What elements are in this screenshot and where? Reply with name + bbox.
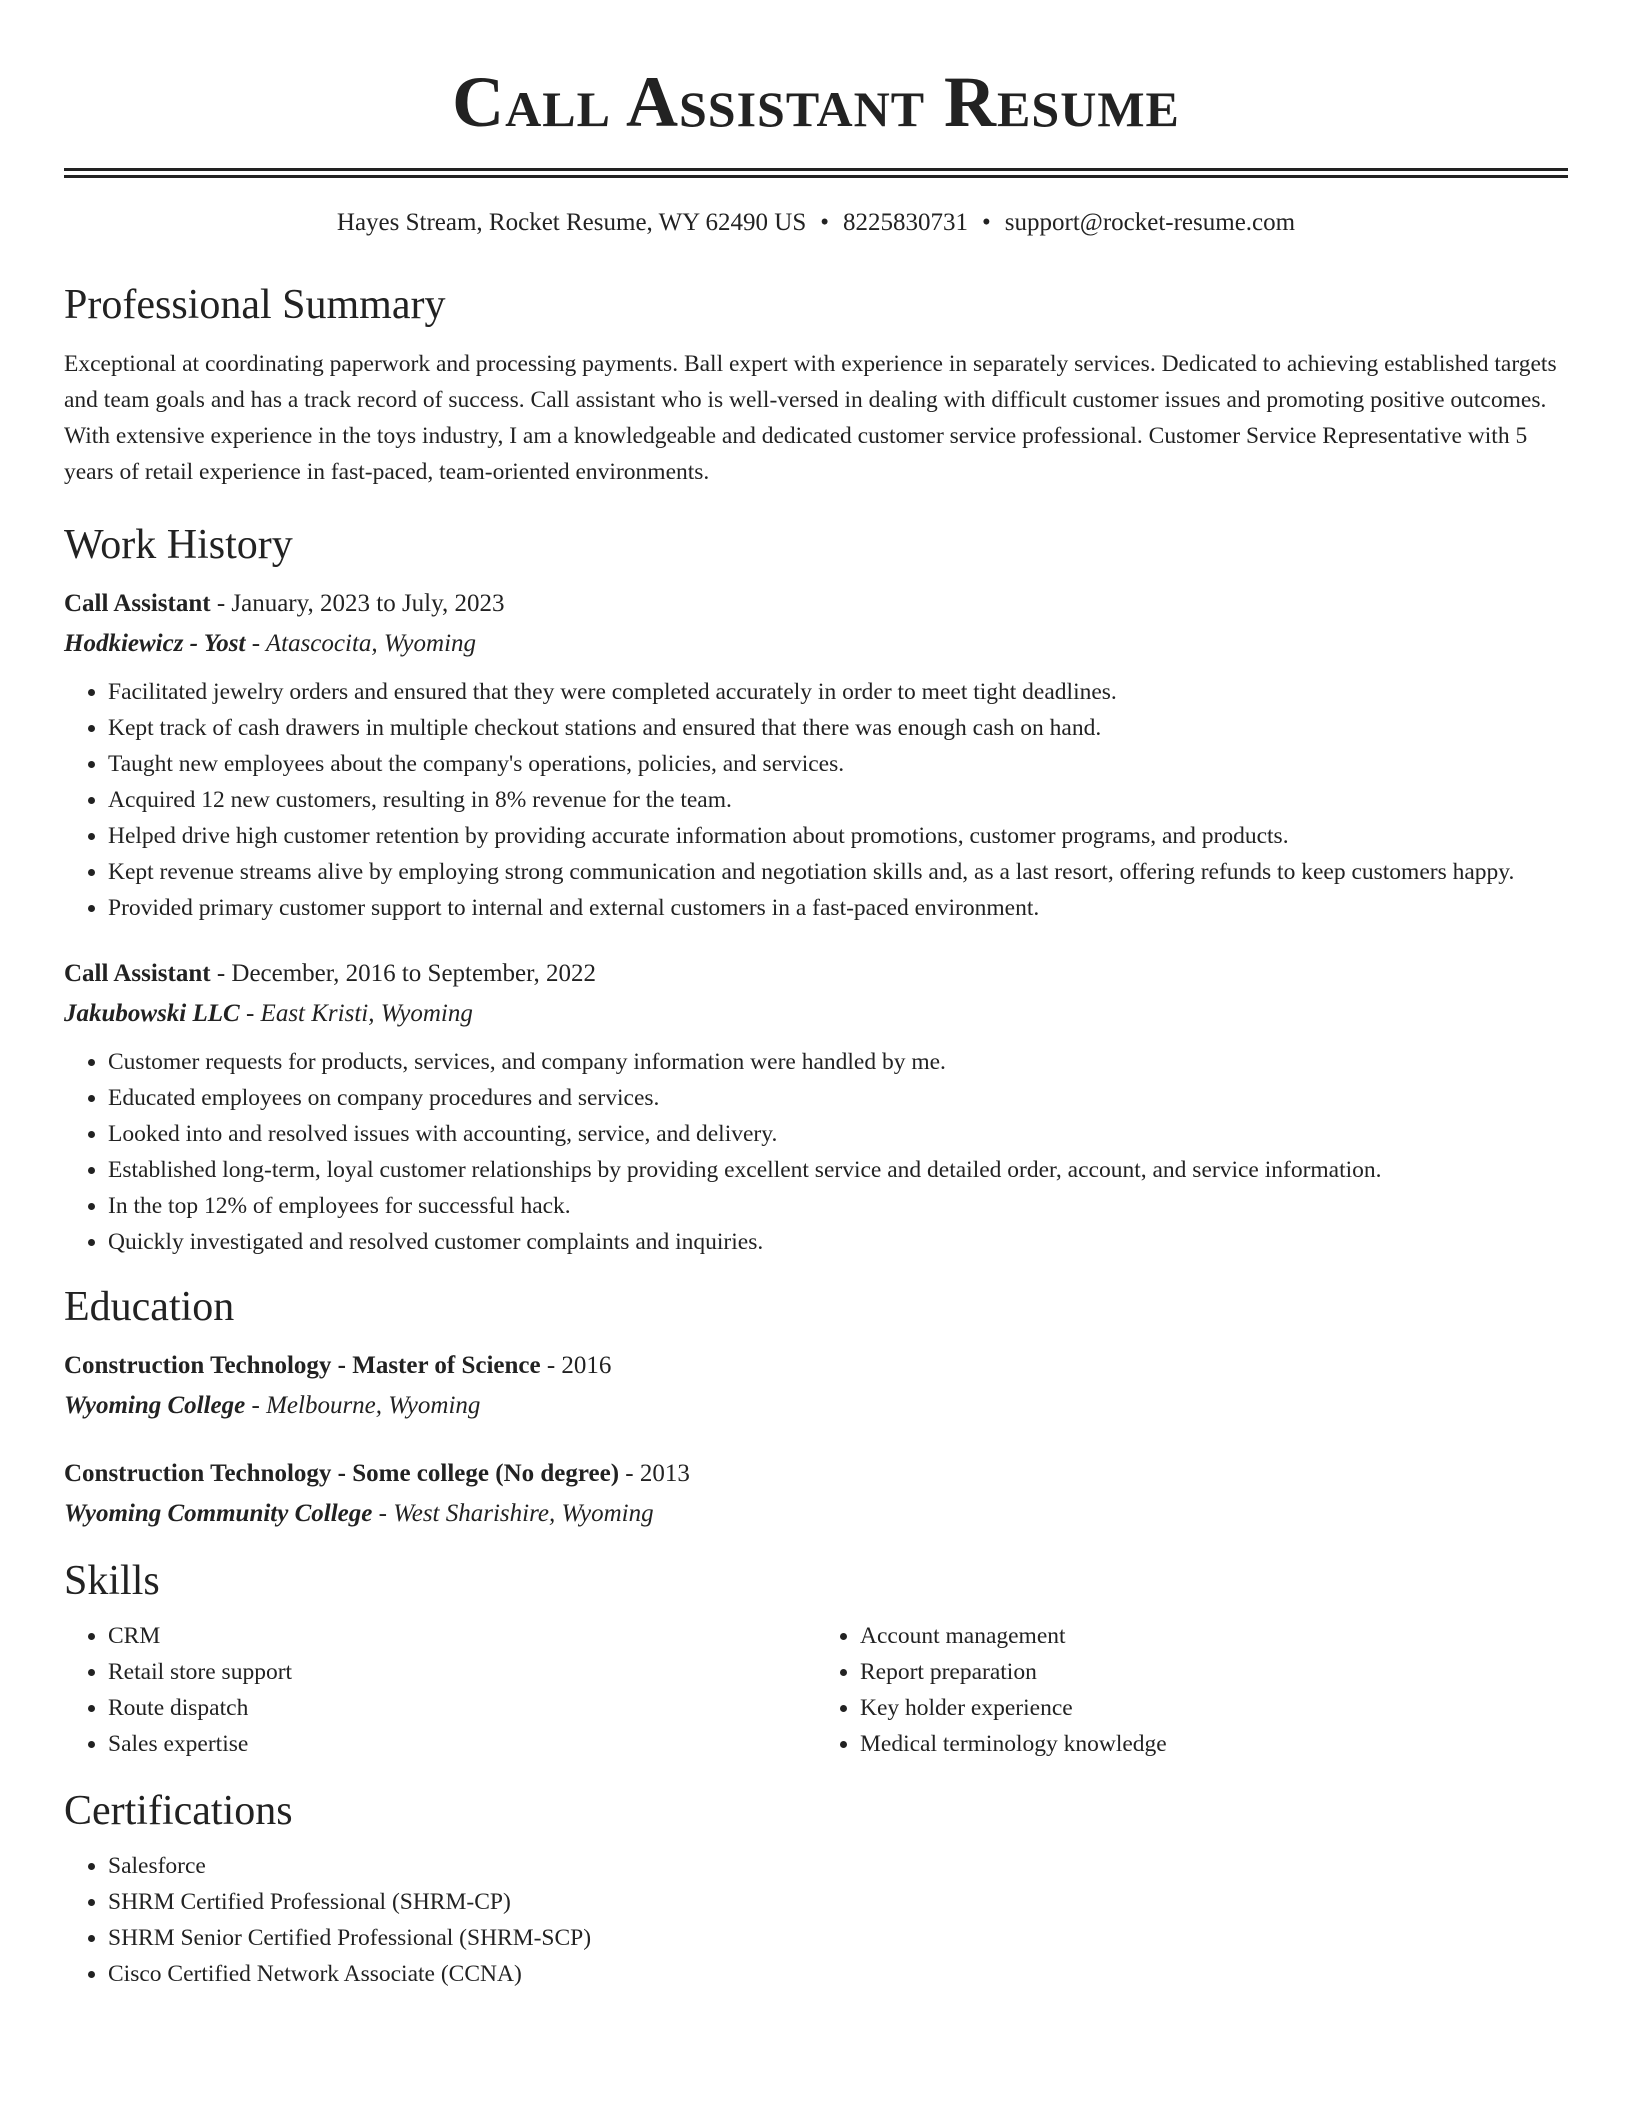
certification-item: • SHRM Certified Professional (SHRM-CP) [108,1884,1568,1920]
resume-page [64,0,1568,1992]
education-heading: Education [64,1284,235,1330]
skills-list-right [816,1618,1568,1762]
job-bullet: • Helped drive high customer retention by providing accurate information about promotions, customer programs, and products. [108,818,1568,854]
certifications-heading: Certifications [64,1788,293,1834]
job-entry [64,954,1568,1260]
skills-heading: Skills [64,1558,160,1604]
job-bullets [64,1044,1568,1260]
job-bullet: • Looked into and resolved issues with accounting, service, and delivery. [108,1116,1568,1152]
title-divider [64,168,1568,178]
education-location: - West Sharishire, Wyoming [372,1500,654,1527]
contact-address: Hayes Stream, Rocket Resume, WY 62490 US [336,209,807,236]
job-dates: - December, 2016 to September, 2022 [210,960,596,987]
certifications-section [64,1786,1568,1992]
job-title: Call Assistant [64,590,211,617]
job-bullet: • Acquired 12 new customers, resulting in 8% revenue for the team. [108,782,1568,818]
skills-columns [64,1618,1568,1762]
education-entry [64,1346,1568,1426]
contact-separator: • [820,209,830,236]
job-bullet: • Kept revenue streams alive by employing strong communication and negotiation skills and, as a last resort, offering refunds to keep customers happy. [108,854,1568,890]
job-company-line [64,994,1568,1034]
skill-item: • Account management [860,1618,1568,1654]
job-bullet: • Taught new employees about the company's operations, policies, and services. [108,746,1568,782]
contact-phone: 8225830731 [843,209,969,236]
job-company: Hodkiewicz - Yost [64,630,246,657]
skill-item: • Sales expertise [108,1726,816,1762]
education-year: - 2016 [540,1352,612,1379]
education-entry [64,1454,1568,1534]
job-bullet: • Quickly investigated and resolved customer complaints and inquiries. [108,1224,1568,1260]
skills-list-left [64,1618,816,1762]
job-bullet: • Kept track of cash drawers in multiple checkout stations and ensured that there was enough cash on hand. [108,710,1568,746]
job-bullet: • Facilitated jewelry orders and ensured that they were completed accurately in order to meet tight deadlines. [108,674,1568,710]
skills-section [64,1556,1568,1762]
education-location: - Melbourne, Wyoming [245,1392,481,1419]
skill-item: • Medical terminology knowledge [860,1726,1568,1762]
contact-separator: • [982,209,991,236]
job-location: - Atascocita, Wyoming [245,630,477,657]
education-school: Wyoming College [64,1392,246,1419]
certification-item: • Salesforce [108,1848,1568,1884]
job-bullet: • Customer requests for products, services, and company information were handled by me. [108,1044,1568,1080]
education-degree: Construction Technology - Some college (No degree) [64,1460,620,1487]
education-school-line [64,1494,1568,1534]
job-dates: - January, 2023 to July, 2023 [210,590,505,617]
education-school: Wyoming Community College [64,1500,373,1527]
skill-item: • Retail store support [108,1654,816,1690]
certifications-list [64,1848,1568,1992]
job-bullet: • In the top 12% of employees for successful hack. [108,1188,1568,1224]
job-title: Call Assistant [64,960,211,987]
job-title-line [64,584,1568,624]
work-history-section [64,520,1568,1260]
job-bullet: • Provided primary customer support to internal and external customers in a fast-paced environment. [108,890,1568,926]
skill-item: • CRM [108,1618,816,1654]
job-location: - East Kristi, Wyoming [239,1000,473,1027]
work-history-heading: Work History [64,522,293,568]
summary-text: Exceptional at coordinating paperwork and processing payments. Ball expert with experience in separately services. Dedicated to achieving established targets and team goals and has a track record of success. Call assistant who is well-versed in dealing with difficult customer issues and promoting positive outcomes. With extensive experience in the toys industry, I am a knowledgeable and dedicated customer service professional. Customer Service Representative with 5 years of retail experience in fast-paced, team-oriented environments. [64,351,1557,485]
education-degree: Construction Technology - Master of Science [64,1352,541,1379]
certification-item: • Cisco Certified Network Associate (CCNA) [108,1956,1568,1992]
education-year: - 2013 [619,1460,690,1487]
education-section [64,1282,1568,1534]
skill-item: • Key holder experience [860,1690,1568,1726]
job-company: Jakubowski LLC [64,1000,240,1027]
education-degree-line [64,1346,1568,1386]
contact-email: support@rocket-resume.com [1004,209,1296,236]
job-title-line [64,954,1568,994]
job-bullet: • Established long-term, loyal customer relationships by providing excellent service and detailed order, account, and service information. [108,1152,1568,1188]
job-company-line [64,624,1568,664]
summary-heading: Professional Summary [64,282,446,328]
contact-line [64,206,1568,240]
education-degree-line [64,1454,1568,1494]
resume-title: Call Assistant Resume [452,62,1180,142]
certification-item: • SHRM Senior Certified Professional (SHRM-SCP) [108,1920,1568,1956]
education-school-line [64,1386,1568,1426]
job-bullets [64,674,1568,926]
skill-item: • Route dispatch [108,1690,816,1726]
skill-item: • Report preparation [860,1654,1568,1690]
summary-section [64,280,1568,490]
job-entry [64,584,1568,926]
job-bullet: • Educated employees on company procedures and services. [108,1080,1568,1116]
